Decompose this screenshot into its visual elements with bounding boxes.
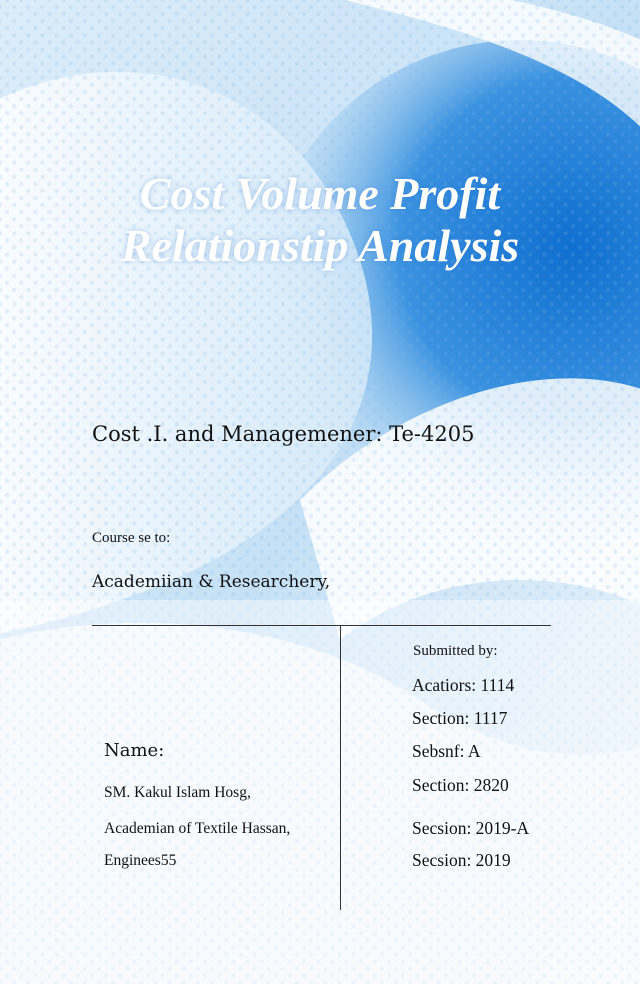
course-code: Cost .I. and Managemener: Te-4205 <box>92 422 475 446</box>
document-title <box>0 168 640 272</box>
name-label: Name: <box>104 740 165 761</box>
submitted-line: Section: 1117 <box>412 708 508 728</box>
submitted-line: Secsion: 2019 <box>412 850 511 870</box>
course-to-label: Course se to: <box>92 530 171 546</box>
submitted-line: Acatiors: 1114 <box>412 675 515 695</box>
submitted-line: Section: 2820 <box>412 775 509 795</box>
student-name-line: SM. Kakul Islam Hosg, <box>104 784 251 801</box>
vertical-divider <box>340 625 341 910</box>
title-line-1: Cost Volume Profit <box>139 168 501 219</box>
student-dept-line: Enginees55 <box>104 852 177 869</box>
submitted-line: Secsion: 2019-A <box>412 818 530 838</box>
submitted-by-label: Submitted by: <box>413 643 498 659</box>
horizontal-divider <box>92 625 551 626</box>
course-to-value: Academiian & Researchery, <box>92 572 331 592</box>
title-line-2: Relationstip Analysis <box>120 220 520 271</box>
student-affiliation-line: Academian of Textile Hassan, <box>104 820 291 837</box>
submitted-line: Sebsnf: A <box>412 741 481 761</box>
